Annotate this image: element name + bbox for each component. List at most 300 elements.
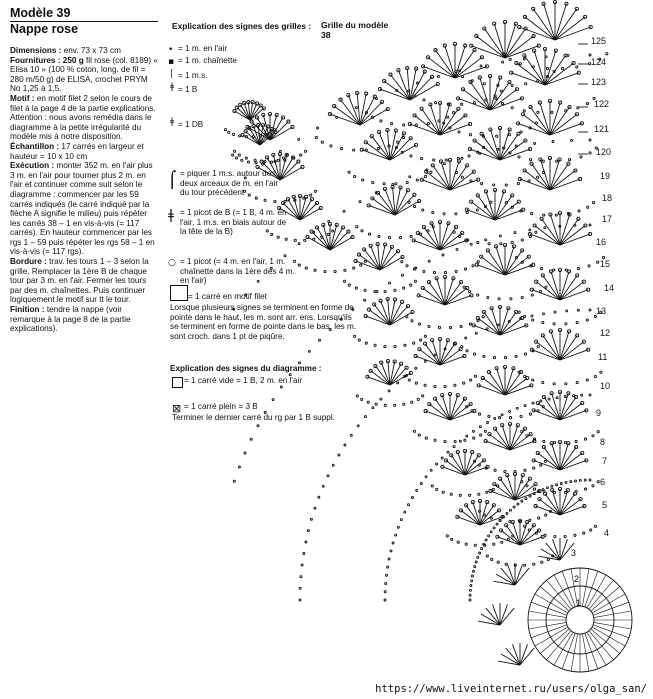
stitch-line: [582, 569, 589, 606]
chain-dot: [534, 142, 536, 144]
stitch-line: [552, 490, 560, 515]
chain-dot: [299, 587, 301, 589]
stitch-line: [494, 484, 515, 500]
stitch-line: [515, 475, 523, 500]
stitch-line: [440, 349, 461, 365]
chain-dot: [298, 264, 300, 266]
chain-dot: [457, 541, 459, 543]
chain-dot: [553, 323, 555, 325]
chain-dot: [517, 132, 520, 135]
stitch-line: [419, 295, 445, 305]
chain-dot: [308, 350, 310, 352]
chain-dot: [469, 290, 471, 292]
instruction-label: Fournitures : 250 g: [10, 55, 84, 65]
chain-dot: [509, 58, 511, 60]
chain-dot: [384, 404, 386, 406]
chain-dot: [480, 434, 482, 436]
stitch-line: [535, 226, 560, 246]
row-number: 14: [604, 283, 615, 293]
row-number: 121: [594, 124, 610, 134]
stitch-line: [505, 378, 527, 395]
chain-dot: [551, 485, 553, 487]
stitch-line: [515, 564, 523, 585]
chain-dot: [388, 558, 390, 560]
stitch-line: [550, 179, 580, 190]
chain-dot: [417, 398, 419, 400]
chain-dot: [395, 534, 397, 536]
stitch-line: [560, 539, 568, 560]
chain-dot: [544, 460, 546, 462]
chain-dot: [416, 82, 418, 84]
stitch-line: [560, 234, 590, 245]
stitch-line: [360, 94, 366, 125]
chain-dot: [556, 397, 558, 399]
stitch-line: [552, 443, 560, 470]
stitch-line: [560, 403, 582, 420]
chain-dot: [400, 519, 402, 521]
stitch-line: [500, 318, 522, 335]
chain-dot: [415, 367, 417, 369]
row-number: 3: [571, 548, 577, 558]
chain-dot: [509, 520, 511, 522]
stitch-line: [500, 604, 508, 625]
row-number: 1: [576, 598, 582, 608]
legend-item-picot: = 1 picot (= 4 m. en l'air, 1 m. chaînette dans la 1ère des 4 m. en l'air): [180, 257, 295, 286]
stitch-line: [545, 56, 566, 86]
chain-dot: [537, 111, 539, 113]
stitch-line: [422, 109, 440, 135]
stitch-line: [502, 425, 510, 450]
chain-dot: [361, 230, 363, 232]
stitch-line: [555, 27, 591, 40]
stitch-line: [445, 295, 471, 305]
stitch-line: [436, 50, 456, 78]
chain-dot: [411, 320, 413, 322]
chain-dot: [395, 183, 397, 185]
chain-dot: [479, 426, 481, 428]
chain-dot: [479, 152, 481, 154]
chain-dot: [317, 127, 319, 129]
chain-dot: [593, 202, 595, 204]
chain-dot: [576, 381, 578, 383]
stitch-line: [535, 594, 568, 613]
chain-dot: [456, 248, 458, 250]
chain-dot: [553, 492, 555, 494]
chain-dot: [412, 497, 414, 499]
chain-dot: [403, 137, 405, 139]
chain-dot: [500, 90, 502, 92]
chain-dot: [357, 425, 359, 427]
chain-dot: [425, 437, 427, 439]
chain-dot: [460, 325, 462, 327]
chain-dot: [525, 498, 527, 500]
chain-dot: [321, 141, 323, 143]
chain-dot: [272, 399, 274, 401]
chain-dot: [540, 400, 542, 402]
stitch-line: [471, 82, 491, 110]
chain-dot: [314, 190, 316, 192]
chain-dot: [566, 310, 568, 312]
chain-dot: [238, 154, 240, 156]
stitch-line: [538, 453, 560, 470]
chain-dot: [560, 483, 562, 485]
chain-dot: [436, 488, 438, 490]
chain-dot: [521, 239, 523, 241]
grid-title: Grille du modèle 38: [321, 20, 389, 40]
chain-dot: [582, 340, 585, 343]
chain-dot: [494, 469, 496, 471]
chain-dot: [414, 430, 416, 432]
chain-dot: [533, 488, 535, 490]
chain-dot: [380, 120, 382, 122]
chain-dot: [540, 217, 543, 220]
chain-dot: [428, 260, 430, 262]
stitch-line: [480, 502, 487, 525]
chain-dot: [453, 446, 455, 448]
chain-dot: [567, 162, 570, 165]
chain-dot: [576, 274, 579, 277]
chain-dot: [545, 514, 547, 516]
chain-dot: [436, 463, 438, 465]
chain-dot: [449, 327, 451, 329]
stitch-line: [560, 282, 584, 300]
stitch-line: [390, 306, 408, 325]
stitch-line: [545, 73, 579, 85]
row-number: 5: [602, 500, 608, 510]
chain-dot: [471, 580, 473, 582]
stitch-line: [510, 425, 518, 450]
instruction-label: Échantillon :: [10, 141, 60, 151]
bracket-symbol-icon: ⌠: [168, 170, 177, 189]
chain-dot: [446, 535, 448, 537]
chain-dot: [416, 179, 418, 181]
chain-dot: [424, 175, 426, 177]
chain-dot: [344, 280, 346, 282]
chain-dot: [589, 54, 591, 56]
chain-dot: [361, 398, 363, 400]
row-number: 120: [596, 147, 612, 157]
instruction-text: trav. les tours 1 – 3 selon la grille. Remplacer la 1ère B de chaque tour par 3 m. en l'air. Fermer les tours par des m. chaînettes. Puis continuer logiquement le motif sur tt le tour.: [10, 257, 149, 305]
chain-dot: [422, 209, 424, 211]
chain-dot: [529, 519, 531, 521]
chain-dot: [478, 493, 480, 495]
chain-dot: [497, 561, 499, 563]
stitch-line: [505, 250, 522, 275]
stitch-line: [479, 385, 505, 395]
chain-dot: [483, 83, 485, 85]
stitch-line: [429, 404, 450, 420]
chain-dot: [257, 425, 259, 427]
chain-dot: [404, 344, 406, 346]
chain-dot: [355, 107, 357, 109]
chain-dot: [466, 211, 468, 213]
legend-item-tr: = 1 DB: [178, 120, 204, 129]
slip-stitch-symbol-icon: ▪: [168, 57, 175, 67]
stitch-line: [450, 161, 459, 190]
chain-dot: [529, 229, 531, 231]
chain-dot: [502, 61, 504, 63]
chain-dot: [521, 296, 523, 298]
chain-dot: [548, 398, 550, 400]
stitch-line: [424, 227, 440, 250]
chain-dot: [487, 296, 489, 298]
chain-dot: [224, 129, 226, 131]
stitch-line: [481, 257, 505, 275]
stitch-line: [380, 251, 398, 270]
instruction-label: Dimensions :: [10, 46, 62, 55]
chain-dot: [289, 374, 291, 376]
stitch-line: [445, 282, 461, 305]
stitch-line: [592, 594, 625, 613]
stitch-line: [560, 350, 588, 360]
chain-dot: [233, 308, 235, 310]
stitch-line: [550, 160, 560, 191]
stitch-line: [523, 114, 550, 135]
chain-dot: [523, 110, 525, 112]
chain-dot: [358, 339, 360, 341]
stitch-line: [471, 202, 495, 220]
stitch-line: [433, 165, 450, 190]
row-number: 18: [602, 193, 613, 203]
chain-dot: [344, 269, 346, 271]
chain-dot: [575, 480, 577, 482]
chain-dot: [580, 156, 582, 158]
row-number: 6: [600, 477, 606, 487]
stitch-line: [544, 4, 555, 40]
stitch-line: [560, 410, 586, 420]
chain-dot: [352, 309, 354, 311]
chain-dot: [589, 479, 591, 481]
stitch-line: [535, 627, 568, 646]
chain-dot: [408, 379, 410, 381]
stitch-line: [419, 349, 440, 365]
stitch-line: [513, 644, 521, 665]
chain-dot: [475, 561, 477, 563]
chain-dot: [447, 451, 449, 453]
chain-dot: [235, 157, 237, 159]
stitch-line: [429, 282, 445, 305]
chain-dot: [469, 594, 471, 596]
chain-dot: [554, 311, 556, 313]
stitch-line: [440, 233, 462, 250]
chain-dot: [403, 124, 405, 126]
stitch-line: [505, 24, 516, 58]
chain-dot: [454, 342, 456, 344]
stitch-line: [500, 308, 508, 335]
stitch-line: [571, 634, 578, 671]
chain-dot: [348, 171, 350, 173]
stitch-line: [560, 460, 586, 470]
chain-dot: [537, 346, 539, 348]
chain-dot: [434, 102, 436, 104]
chain-dot: [532, 402, 534, 404]
stitch-line: [560, 290, 588, 300]
chain-dot: [465, 543, 467, 545]
chain-dot: [257, 280, 259, 282]
chain-dot: [487, 422, 489, 424]
row-number: 123: [591, 77, 607, 87]
chain-dot: [532, 379, 534, 381]
stitch-line: [440, 116, 465, 136]
chain-dot: [574, 224, 576, 226]
chain-dot: [471, 575, 473, 577]
stitch-line: [497, 368, 505, 395]
stitch-line: [484, 312, 500, 335]
stitch-line: [505, 257, 529, 275]
chain-dot: [232, 154, 234, 156]
chain-dot: [518, 156, 520, 158]
chain-dot: [469, 494, 471, 496]
chain-dot: [486, 328, 488, 330]
chain-dot: [486, 555, 488, 557]
chain-dot: [542, 489, 544, 491]
row-number: 4: [604, 528, 610, 538]
chain-dot: [531, 294, 533, 296]
stitch-line: [515, 568, 529, 585]
chain-dot: [394, 289, 396, 291]
chain-dot: [517, 200, 520, 203]
chain-dot: [488, 243, 490, 245]
stitch-line: [432, 340, 440, 365]
chain-dot: [592, 485, 594, 487]
chain-dot: [298, 138, 300, 140]
chain-dot: [506, 513, 508, 515]
chain-dot: [305, 541, 307, 543]
stitch-line: [534, 51, 545, 85]
chain-dot: [544, 227, 546, 229]
legend-item-slip: = 1 m. chaînette: [178, 56, 237, 65]
chain-dot: [343, 210, 345, 212]
stitch-line: [463, 89, 490, 110]
chain-dot: [473, 430, 475, 432]
chain-dot: [402, 274, 404, 276]
chain-dot: [461, 103, 463, 105]
chain-dot: [434, 385, 436, 387]
chain-dot: [430, 469, 432, 471]
chain-dot: [239, 135, 241, 137]
chain-dot: [589, 152, 591, 154]
stitch-line: [437, 278, 445, 305]
stitch-line: [538, 403, 560, 420]
chain-dot: [354, 335, 356, 337]
chain-dot: [415, 382, 417, 384]
chain-dot: [503, 516, 505, 518]
chain-dot: [581, 394, 583, 396]
stitch-line: [478, 318, 500, 335]
legend-note: Lorsque plusieurs signes se terminent en forme de pointe dans le haut, les m. sont arr. ens. Lorsqu'ils se terminent en forme de pointe dans le bas, les m. sont croch. dans 1 pt de piqûre.: [170, 303, 357, 341]
chain-dot: [574, 534, 576, 536]
chain-dot: [336, 116, 338, 118]
chain-dot: [479, 552, 481, 554]
chain-dot: [415, 267, 417, 269]
chain-dot: [511, 84, 513, 86]
medallion-ring: [566, 606, 594, 634]
chain-dot: [523, 58, 525, 60]
chain-dot: [414, 205, 416, 207]
chain-dot: [430, 171, 432, 173]
chain-dot: [315, 137, 317, 139]
chain-dot: [470, 243, 472, 245]
chain-dot: [499, 519, 501, 521]
stitch-line: [484, 29, 505, 59]
stitch-line: [495, 202, 519, 220]
double-crochet-symbol-icon: ǂ: [170, 82, 175, 92]
chain-dot: [353, 149, 355, 151]
chain-dot: [245, 157, 247, 159]
stitch-line: [496, 246, 505, 275]
stitch-line: [560, 331, 569, 360]
stitch-line: [490, 130, 500, 161]
instruction-text: tendre la nappe (voir remarque à la page 8 de la partie explications).: [10, 305, 131, 334]
chain-dot: [239, 103, 242, 106]
stitch-line: [551, 271, 560, 300]
chain-dot: [384, 599, 386, 601]
stitch-line: [594, 611, 631, 618]
stitch-line: [445, 278, 453, 305]
stitch-line: [550, 164, 568, 190]
chain-dot: [517, 503, 519, 505]
chain-dot: [423, 270, 425, 272]
chain-dot: [410, 235, 412, 237]
stitch-line: [532, 350, 560, 360]
stitch-line: [534, 410, 560, 420]
stitch-line: [426, 172, 450, 190]
chain-dot: [546, 487, 548, 489]
legend-item-sc: = 1 m.s.: [178, 71, 208, 80]
chain-dot: [541, 561, 543, 563]
chain-dot: [485, 539, 487, 541]
chain-dot: [422, 395, 424, 397]
chain-dot: [431, 485, 433, 487]
chain-dot: [283, 157, 285, 159]
chain-dot: [277, 236, 279, 238]
chain-dot: [442, 254, 444, 256]
stitch-line: [415, 116, 440, 136]
chain-dot: [305, 267, 307, 269]
chain-dot: [348, 284, 350, 286]
chain-dot: [521, 249, 524, 252]
chain-dot: [245, 294, 247, 296]
chain-dot: [469, 134, 471, 136]
chain-dot: [589, 394, 591, 396]
chain-dot: [584, 438, 586, 440]
chain-dot: [541, 268, 543, 270]
chain-dot: [445, 159, 447, 161]
chain-dot: [450, 493, 452, 495]
picot-b-symbol-icon: ǂ: [168, 208, 174, 223]
chain-dot: [359, 201, 361, 203]
chain-dot: [473, 437, 475, 439]
chain-dot: [540, 464, 542, 466]
chain-dot: [466, 350, 468, 352]
stitch-line: [560, 226, 585, 246]
chain-dot: [401, 261, 403, 263]
stitch-line: [554, 632, 573, 665]
stitch-line: [395, 195, 414, 215]
stitch-line: [510, 434, 531, 450]
chain-dot: [233, 133, 235, 135]
stitch-line: [489, 372, 505, 395]
source-url: https://www.liveinternet.ru/users/olga_san/: [375, 683, 647, 695]
chain-dot: [472, 265, 474, 267]
stitch-line: [531, 107, 551, 135]
chain-dot: [420, 483, 422, 485]
chain-dot: [364, 260, 366, 262]
chain-dot: [501, 541, 503, 543]
chain-dot: [310, 518, 312, 520]
chain-dot: [420, 339, 422, 341]
stitch-line: [490, 82, 510, 110]
